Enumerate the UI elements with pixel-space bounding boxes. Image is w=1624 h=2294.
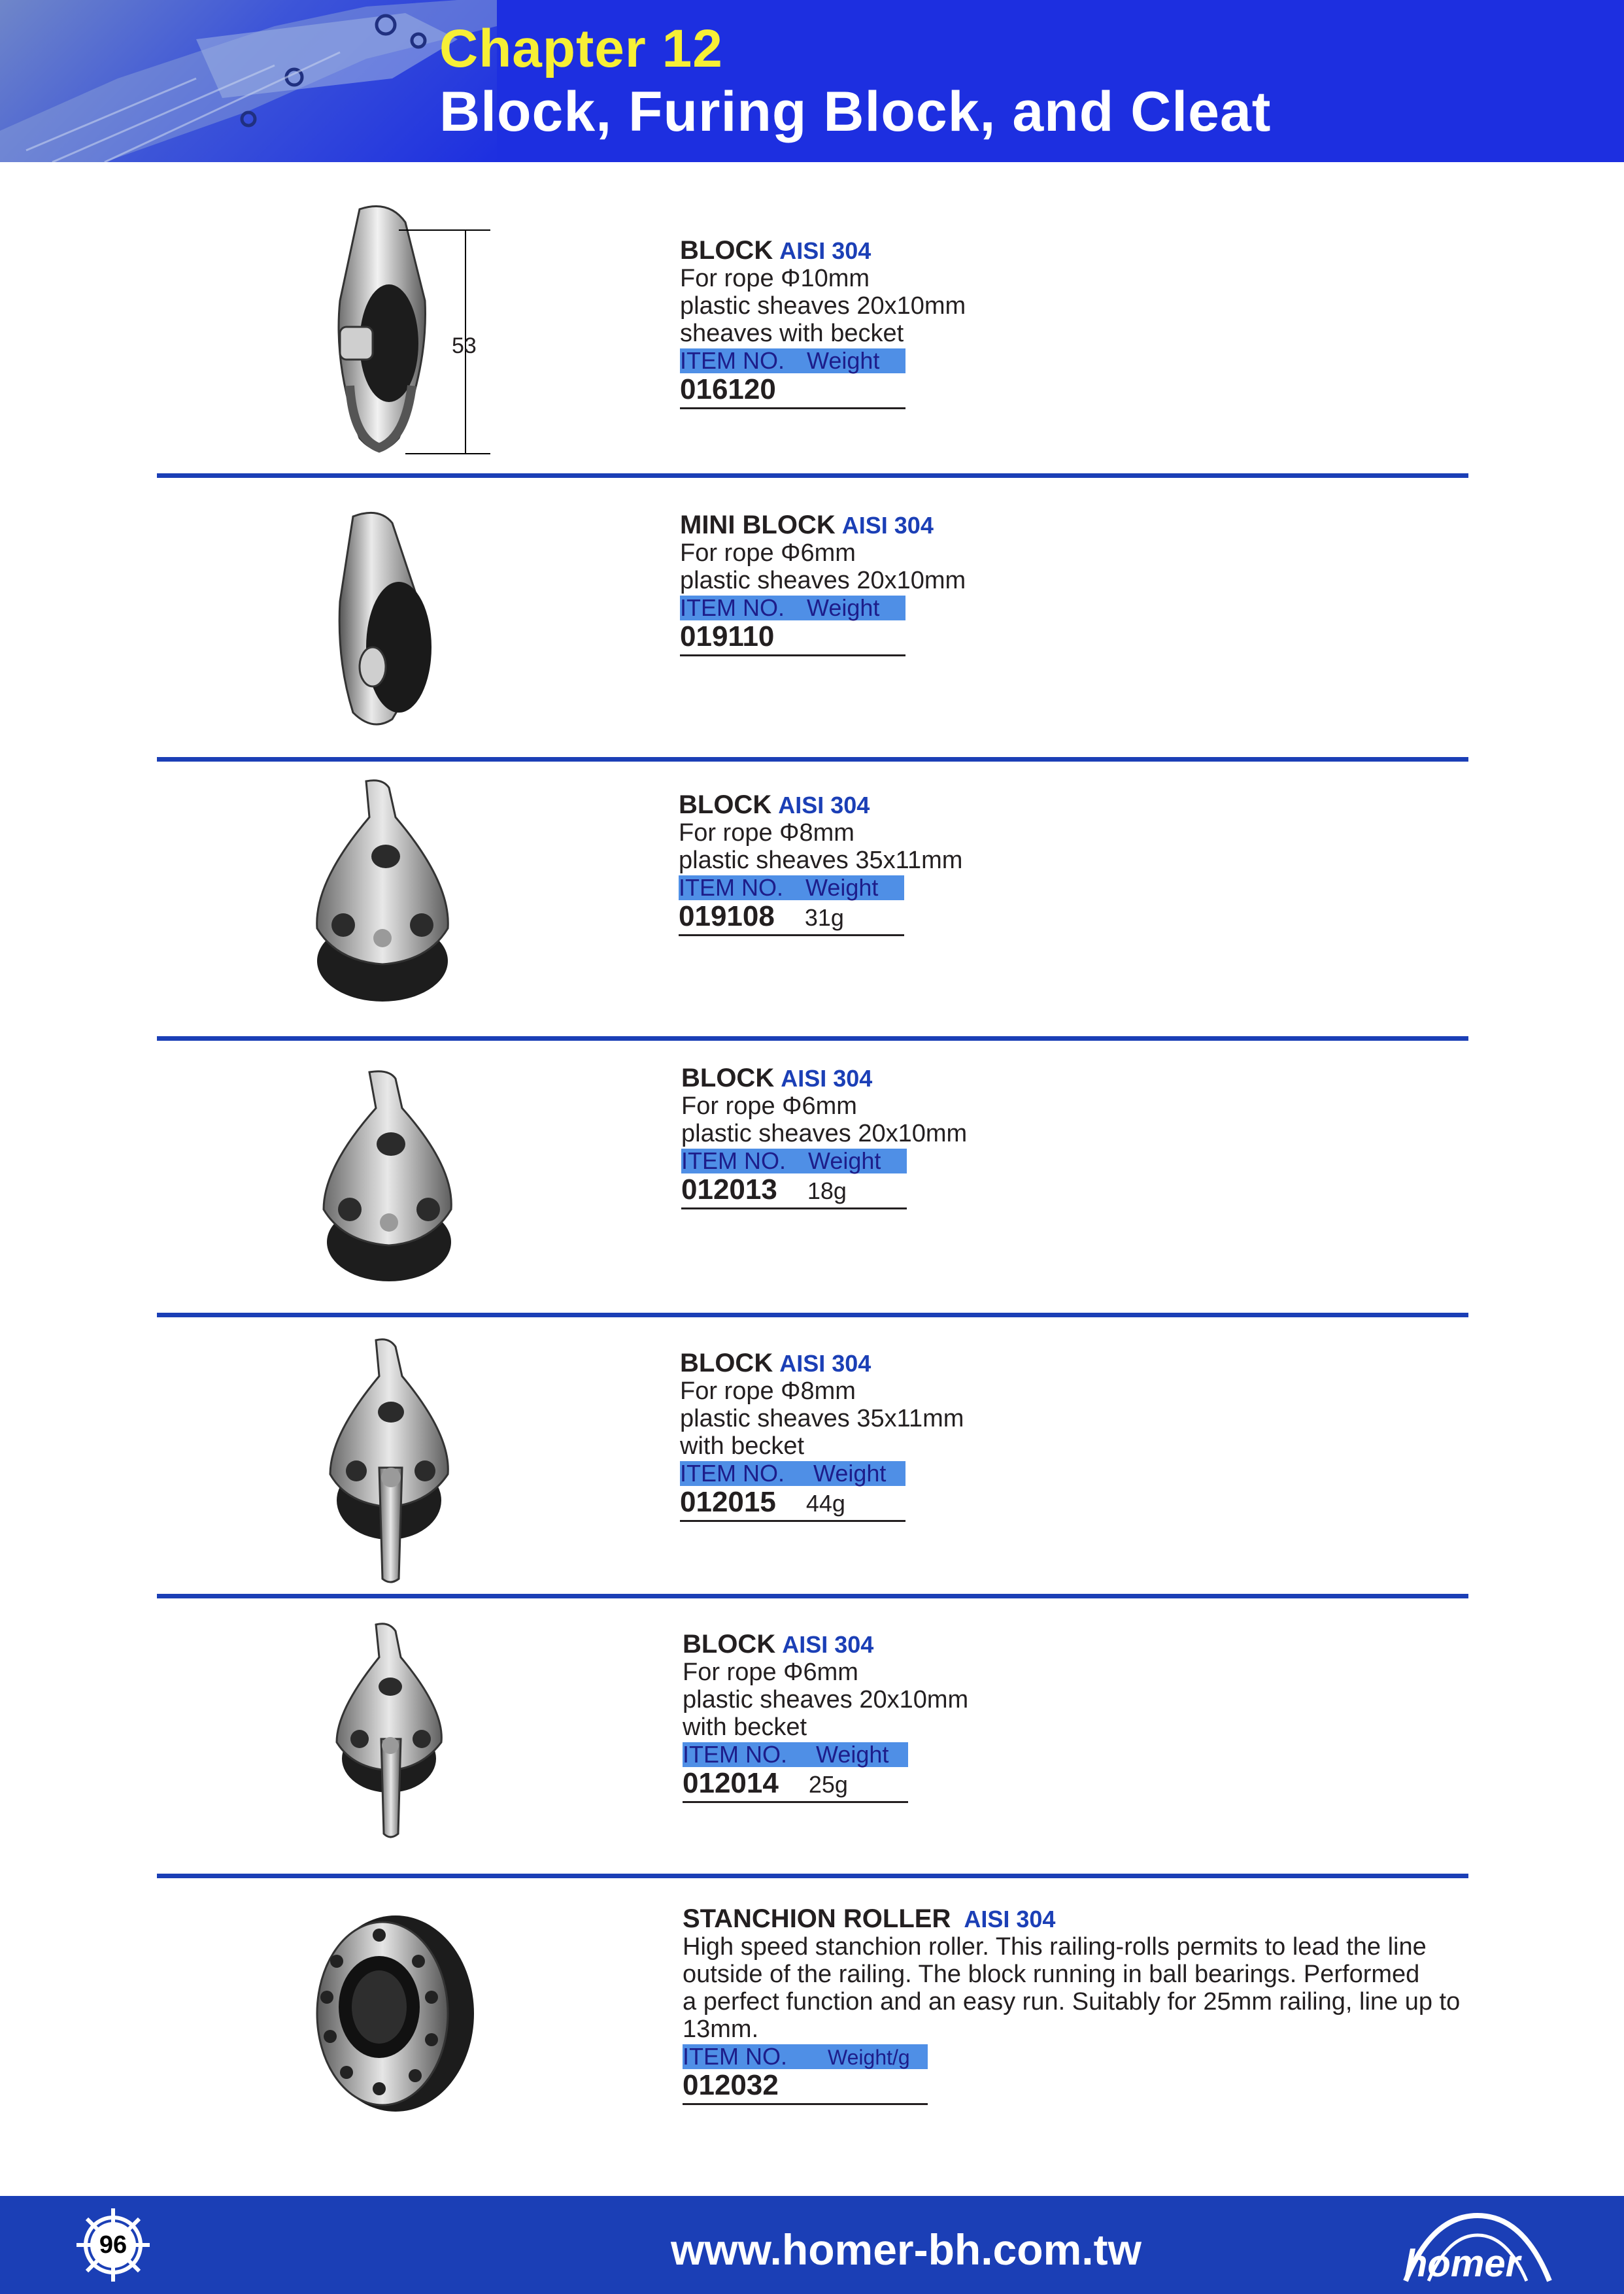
product-info-012014 [683, 1630, 968, 1803]
item-number: 012014 25g [683, 1768, 908, 1803]
header-hardware-illustration [0, 0, 497, 162]
product-name: MINI BLOCK [680, 511, 836, 539]
product-material: AISI 304 [781, 1065, 873, 1092]
product-material: AISI 304 [779, 1350, 871, 1377]
product-info-019110 [680, 511, 966, 656]
product-name: BLOCK [680, 1349, 773, 1377]
website-url[interactable]: www.homer-bh.com.tw [671, 2225, 1142, 2274]
product-name: STANCHION ROLLER [683, 1904, 951, 1933]
product-spec-line: plastic sheaves 20x10mm [681, 1120, 968, 1147]
product-spec-line: For rope Φ8mm [680, 1377, 856, 1405]
product-material: AISI 304 [782, 1631, 874, 1658]
product-info-016120 [680, 237, 966, 409]
item-header-bar: ITEM NO. Weight [680, 1461, 905, 1486]
item-number: 012032 [683, 2070, 928, 2105]
product-info-019108 [679, 791, 962, 936]
product-spec-line: plastic sheaves 35x11mm [679, 847, 963, 874]
chapter-number: Chapter 12 [439, 19, 723, 78]
item-header-bar: ITEM NO. Weight [680, 596, 905, 620]
item-header-bar: ITEM NO. Weight [681, 1149, 907, 1173]
product-name: BLOCK [680, 236, 773, 265]
product-image-block-019110 [327, 510, 458, 729]
item-number: 019110 [680, 622, 905, 656]
product-material: AISI 304 [779, 237, 871, 264]
product-name: BLOCK [679, 790, 772, 819]
product-spec-line: with becket [683, 1713, 807, 1741]
product-info-012015 [680, 1349, 964, 1522]
item-header-bar: ITEM NO. Weight [683, 1742, 908, 1767]
product-description-line: 13mm. [683, 2016, 759, 2043]
product-spec-line: For rope Φ6mm [683, 1659, 858, 1686]
page-footer [0, 2196, 1624, 2294]
product-material: AISI 304 [841, 512, 934, 539]
product-material: AISI 304 [964, 1906, 1056, 1932]
header-background-art [0, 0, 497, 162]
item-header-bar: ITEM NO. Weight [680, 348, 905, 373]
product-spec-line: plastic sheaves 20x10mm [683, 1686, 969, 1713]
section-divider [157, 1874, 1468, 1878]
product-image-block-012014 [324, 1621, 461, 1840]
item-number: 016120 [680, 375, 905, 409]
item-header-bar: ITEM NO. Weight/g [683, 2044, 928, 2069]
section-divider [157, 757, 1468, 762]
product-material: AISI 304 [778, 792, 870, 818]
item-header-bar: ITEM NO. Weight [679, 875, 904, 900]
section-divider [157, 1594, 1468, 1598]
product-image-block-016120 [314, 203, 510, 461]
product-spec-line: plastic sheaves 20x10mm [680, 292, 966, 320]
product-description-line: a perfect function and an easy run. Suitably for 25mm railing, line up to [683, 1988, 1461, 2016]
product-image-block-012015 [314, 1337, 471, 1585]
item-number: 012013 18g [681, 1175, 907, 1209]
product-name: BLOCK [683, 1630, 776, 1659]
page-number: 96 [90, 2222, 136, 2268]
product-spec-line: plastic sheaves 35x11mm [680, 1405, 964, 1432]
item-number: 012015 44g [680, 1487, 905, 1522]
homer-logo-text: homer [1404, 2242, 1521, 2285]
product-name: BLOCK [681, 1064, 775, 1092]
product-spec-line: plastic sheaves 20x10mm [680, 567, 966, 594]
section-divider [157, 1036, 1468, 1041]
product-spec-line: For rope Φ8mm [679, 819, 854, 847]
item-number: 019108 31g [679, 902, 904, 936]
section-divider [157, 473, 1468, 478]
product-description-line: High speed stanchion roller. This railing-rolls permits to lead the line [683, 1933, 1427, 1961]
page-header [0, 0, 1624, 162]
product-info-012032 [683, 1905, 1460, 2105]
dimension-label: 53 [452, 333, 477, 358]
product-spec-line: For rope Φ6mm [681, 1092, 857, 1120]
product-info-012013 [681, 1064, 967, 1209]
chapter-title: Block, Furing Block, and Cleat [439, 80, 1272, 143]
product-image-block-012013 [307, 1069, 471, 1288]
product-spec-line: sheaves with becket [680, 320, 904, 347]
product-spec-line: with becket [680, 1432, 805, 1460]
product-spec-line: For rope Φ10mm [680, 265, 870, 292]
product-spec-line: For rope Φ6mm [680, 539, 856, 567]
product-image-stanchion-roller-012032 [297, 1899, 481, 2118]
product-image-block-019108 [297, 778, 467, 1007]
product-description-line: outside of the railing. The block running in ball bearings. Performed [683, 1961, 1420, 1988]
section-divider [157, 1313, 1468, 1317]
